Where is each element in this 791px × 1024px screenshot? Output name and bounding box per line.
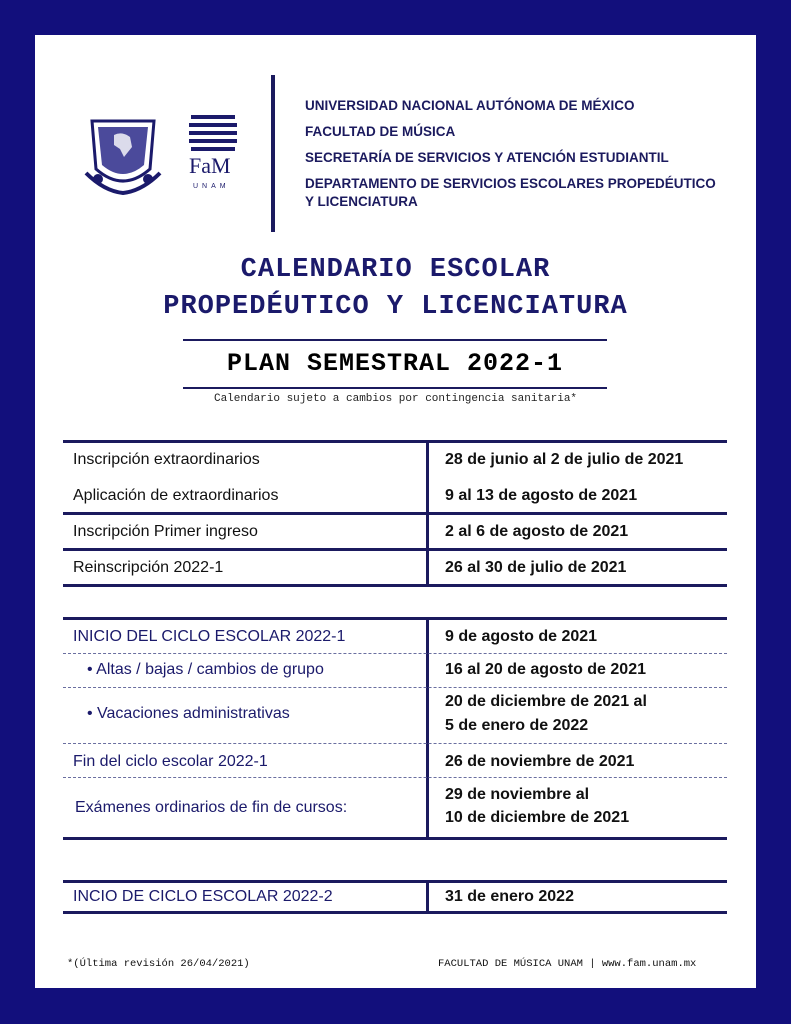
table-row-date-line-2: 10 de diciembre de 2021 <box>445 809 630 826</box>
column-separator <box>426 880 429 913</box>
table-rule <box>63 837 727 840</box>
table-row-date: 2 al 6 de agosto de 2021 <box>445 523 629 540</box>
table-rule <box>63 584 727 587</box>
table-row-label: Inscripción Primer ingreso <box>73 523 258 540</box>
table-row-label: • Altas / bajas / cambios de grupo <box>87 661 324 678</box>
unam-crest-logo <box>84 113 162 195</box>
fam-logo-subtext: UNAM <box>193 183 230 190</box>
table-row-date-line-1: 29 de noviembre al <box>445 786 590 803</box>
table-row-date: 26 de noviembre de 2021 <box>445 753 635 770</box>
page-title-line-2: PROPEDÉUTICO Y LICENCIATURA <box>163 292 628 322</box>
table-row-label: • Vacaciones administrativas <box>87 705 290 722</box>
table-rule <box>63 512 727 515</box>
table-row-label: Aplicación de extraordinarios <box>73 487 279 504</box>
fam-logo-text: FaM <box>189 153 231 178</box>
revision-note: *(Última revisión 26/04/2021) <box>67 958 250 970</box>
table-dashed-rule <box>63 687 727 688</box>
table-row-date-line-2: 5 de enero de 2022 <box>445 717 589 734</box>
fam-logo <box>187 113 243 199</box>
table-dashed-rule <box>63 777 727 778</box>
institution-line: UNIVERSIDAD NACIONAL AUTÓNOMA DE MÉXICO <box>305 98 635 113</box>
footer-site: FACULTAD DE MÚSICA UNAM | www.fam.unam.mx <box>438 958 697 970</box>
table-row-date: 28 de junio al 2 de julio de 2021 <box>445 451 684 468</box>
table-row-date: 9 al 13 de agosto de 2021 <box>445 487 638 504</box>
plan-heading: PLAN SEMESTRAL 2022-1 <box>183 339 607 389</box>
table-rule <box>63 548 727 551</box>
calendar-page <box>35 35 756 988</box>
table-rule <box>63 880 727 883</box>
table-row-label: INCIO DE CICLO ESCOLAR 2022-2 <box>73 888 333 905</box>
table-row-label: Reinscripción 2022-1 <box>73 559 224 576</box>
table-rule <box>63 440 727 443</box>
table-dashed-rule <box>63 653 727 654</box>
institution-line: DEPARTAMENTO DE SERVICIOS ESCOLARES PROPEDÉUTICO <box>305 176 716 191</box>
column-separator <box>426 617 429 839</box>
table-row-date: 31 de enero 2022 <box>445 888 574 905</box>
table-row-date: 16 al 20 de agosto de 2021 <box>445 661 646 678</box>
table-dashed-rule <box>63 743 727 744</box>
institution-line: SECRETARÍA DE SERVICIOS Y ATENCIÓN ESTUDIANTIL <box>305 150 669 165</box>
table-row-date: 9 de agosto de 2021 <box>445 628 598 645</box>
institution-line: FACULTAD DE MÚSICA <box>305 124 456 139</box>
page-title-line-1: CALENDARIO ESCOLAR <box>240 255 551 285</box>
table-row-label: Inscripción extraordinarios <box>73 451 260 468</box>
contingency-note: Calendario sujeto a cambios por contingencia sanitaria* <box>213 393 578 405</box>
header-divider <box>271 75 275 232</box>
institution-line: Y LICENCIATURA <box>305 194 418 209</box>
table-row-date: 26 al 30 de julio de 2021 <box>445 559 627 576</box>
table-rule <box>63 617 727 620</box>
table-row-label: Fin del ciclo escolar 2022-1 <box>73 753 268 770</box>
table-row-date-line-1: 20 de diciembre de 2021 al <box>445 693 647 710</box>
table-rule <box>63 911 727 914</box>
table-row-label: INICIO DEL CICLO ESCOLAR 2022-1 <box>73 628 346 645</box>
table-row-label: Exámenes ordinarios de fin de cursos: <box>75 799 348 816</box>
